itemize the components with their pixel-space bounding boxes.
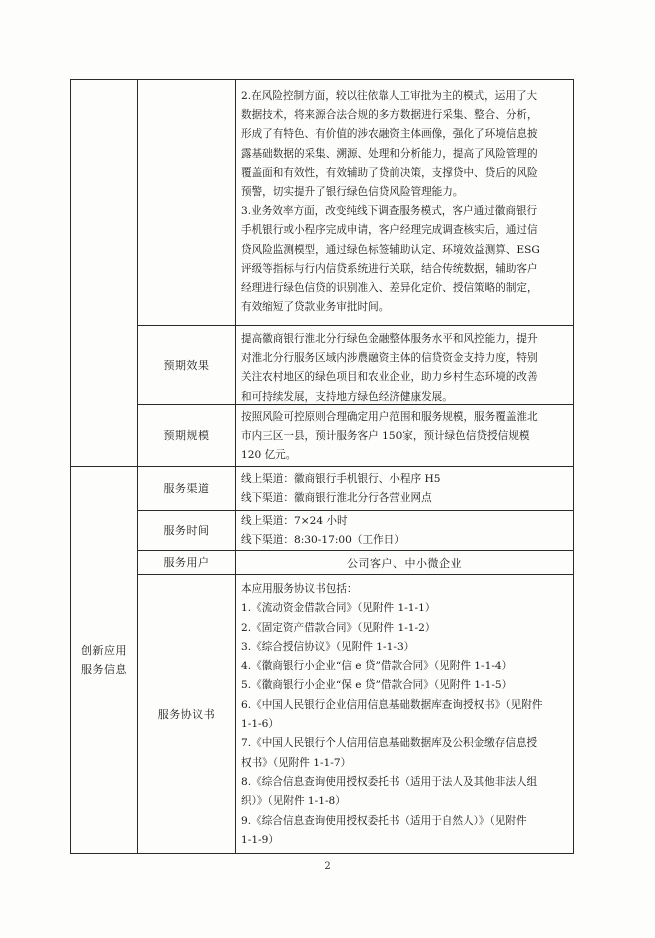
table-border-bottom bbox=[70, 853, 573, 854]
text-line: 1.《流动资金借款合同》（见附件 1-1-1） bbox=[241, 602, 436, 615]
text-line: 4.《徽商银行小企业“信 e 贷”借款合同》（见附件 1-1-4） bbox=[241, 660, 513, 673]
expected-scale-label: 预期规模 bbox=[163, 429, 210, 442]
service-time-label: 服务时间 bbox=[163, 524, 210, 537]
text-line: 数据技术，将来源合法合规的多方数据进行采集、整合、分析， bbox=[241, 109, 538, 122]
text-line: 提高徽商银行淮北分行绿色金融整体服务水平和风控能力，提升 bbox=[241, 333, 538, 345]
service-users-value: 公司客户、中小微企业 bbox=[347, 556, 462, 570]
table-border-right bbox=[573, 79, 574, 854]
text-line: 2.《固定资产借款合同》（见附件 1-1-2） bbox=[241, 621, 436, 634]
text-line: 有效缩短了贷款业务审批时间。 bbox=[241, 301, 390, 314]
text-line: 覆盖面和有效性，有效辅助了贷前决策，支撑贷中、贷后的风险 bbox=[241, 166, 538, 179]
agreements-label: 服务协议书 bbox=[157, 707, 216, 721]
text-line: 露基础数据的采集、溯源、处理和分析能力，提高了风险管理的 bbox=[241, 147, 538, 160]
text-line: 对淮北分行服务区域内涉農融资主体的信贷资金支持力度，特别 bbox=[241, 352, 538, 365]
text-line: 评级等指标与行内信贷系统进行关联，结合传统数据，辅助客户 bbox=[241, 262, 538, 275]
section-label bbox=[71, 467, 137, 853]
text-line: 线上渠道：徽商银行手机银行、小程序 H5 bbox=[241, 473, 441, 485]
text-line: 贷风险监测模型，通过绿色标签辅助认定、环境效益测算、ESG bbox=[241, 243, 540, 256]
text-line: 6.《中国人民银行企业信用信息基础数据库查询授权书》（见附件 bbox=[241, 698, 543, 711]
text-line: 手机银行或小程序完成申请，客户经理完成调查核实后，通过信 bbox=[241, 224, 538, 237]
service-channel-label: 服务渠道 bbox=[163, 482, 210, 495]
expected-effect-label: 预期效果 bbox=[163, 358, 210, 372]
text-line: 关注农村地区的绿色项目和农业企业，助力乡村生态环境的改善 bbox=[241, 371, 538, 384]
table-border-top bbox=[70, 79, 573, 80]
section-label-line2: 服务信息 bbox=[81, 663, 127, 676]
text-line: 9.《综合信息查询使用授权委托书（适用于自然人）》（见附件 bbox=[241, 814, 527, 827]
expected-effect-content bbox=[236, 327, 573, 404]
text-line: 形成了有特色、有价值的涉农融资主体画像，强化了环境信息披 bbox=[241, 128, 538, 141]
text-line: 权书》（见附件 1-1-7） bbox=[241, 756, 352, 769]
text-line: 线下渠道：8:30-17:00（工作日） bbox=[241, 534, 405, 547]
text-line: 按照风险可控原则合理确定用户范围和服务规模，服务覆盖淮北 bbox=[241, 411, 538, 423]
section-label-line1: 创新应用 bbox=[81, 644, 127, 657]
agreements-content bbox=[236, 577, 573, 853]
text-line: 和可持续发展，支持地方绿色经济健康发展。 bbox=[241, 390, 453, 403]
text-line: 3.《综合授信协议》（见附件 1-1-3） bbox=[241, 640, 415, 653]
text-line: 5.《徽商银行小企业“保 e 贷”借款合同》（见附件 1-1-5） bbox=[241, 679, 513, 692]
text-line: 120 亿元。 bbox=[241, 449, 297, 462]
service-users-label: 服务用户 bbox=[163, 556, 210, 569]
text-line: 市内三区一县，预计服务客户 150家，预计绿色信贷授信规模 bbox=[241, 430, 530, 443]
risk-efficiency-content bbox=[236, 84, 573, 325]
text-line: 织）》（见附件 1-1-8） bbox=[241, 795, 346, 808]
service-time-content bbox=[236, 511, 573, 550]
text-line: 预警，切实提升了银行绿色信贷风险管理能力。 bbox=[241, 186, 464, 199]
text-line: 3.业务效率方面，改变纯线下调查服务模式，客户通过徽商银行 bbox=[241, 205, 538, 218]
text-line: 本应用服务协议书包括： bbox=[241, 583, 358, 595]
text-line: 1-1-6） bbox=[241, 718, 279, 731]
service-channel-content bbox=[236, 468, 573, 510]
text-line: 2.在风险控制方面，较以往依靠人工审批为主的模式，运用了大 bbox=[241, 90, 538, 102]
text-line: 线上渠道：7×24 小时 bbox=[241, 515, 348, 527]
text-line: 经理进行绿色信贷的识别准入、差异化定价、授信策略的制定， bbox=[241, 282, 538, 295]
text-line: 8.《综合信息查询使用授权委托书（适用于法人及其他非法人组 bbox=[241, 775, 538, 788]
page-number: 2 bbox=[324, 861, 331, 872]
text-line: 1-1-9） bbox=[241, 833, 279, 846]
text-line: 7.《中国人民银行个人信用信息基础数据库及公积金缴存信息授 bbox=[241, 737, 538, 750]
text-line: 线下渠道：徽商银行淮北分行各营业网点 bbox=[241, 492, 432, 505]
expected-scale-content bbox=[236, 405, 573, 466]
